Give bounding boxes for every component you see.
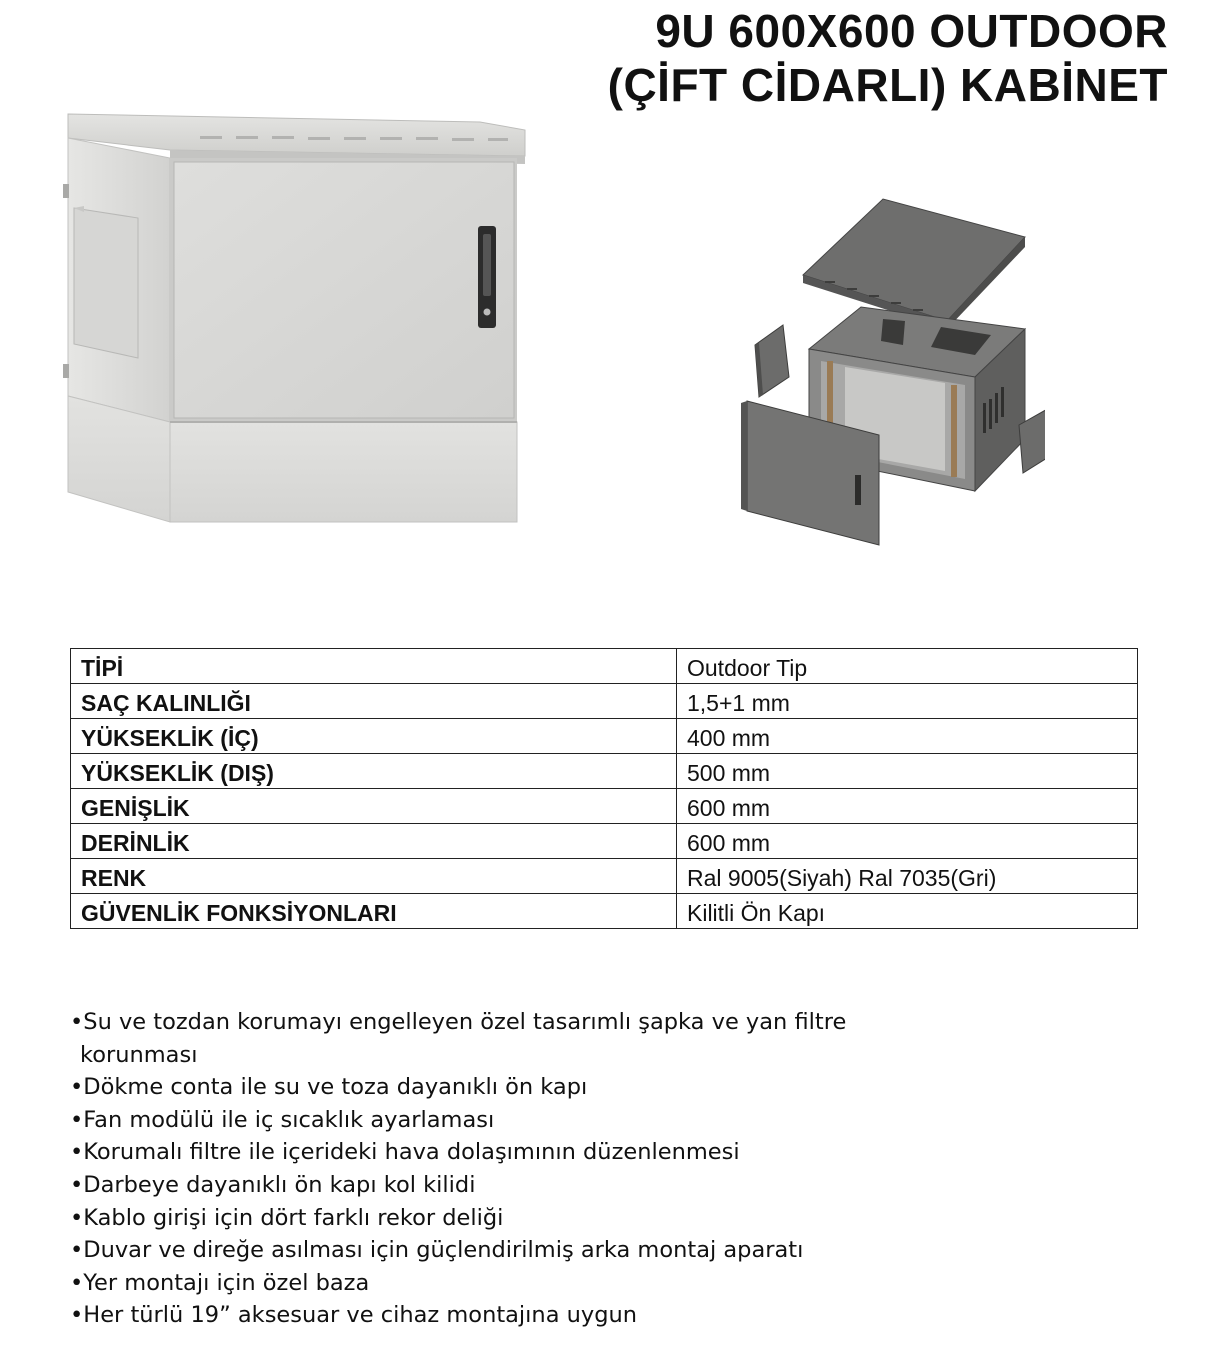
table-row: [71, 789, 1138, 824]
spec-value: Kilitli Ön Kapı: [677, 894, 1138, 929]
list-item: • Duvar ve direğe asılması için güçlendirilmiş arka montaj aparatı: [70, 1234, 870, 1267]
spec-label: YÜKSEKLİK (İÇ): [71, 719, 677, 754]
cabinet-photo: [60, 100, 530, 530]
list-item: • Yer montajı için özel baza: [70, 1267, 870, 1300]
table-row: [71, 649, 1138, 684]
spec-value: Outdoor Tip: [677, 649, 1138, 684]
list-item: • Korumalı filtre ile içerideki hava dolaşımının düzenlenmesi: [70, 1136, 870, 1169]
spec-value: Ral 9005(Siyah) Ral 7035(Gri): [677, 859, 1138, 894]
title-line-2: (ÇİFT CİDARLI) KABİNET: [607, 59, 1168, 111]
table-row: [71, 754, 1138, 789]
list-item: • Su ve tozdan korumayı engelleyen özel tasarımlı şapka ve yan filtre korunması: [70, 1006, 870, 1071]
exploded-view: [735, 195, 1045, 555]
table-row: [71, 719, 1138, 754]
table-row: [71, 684, 1138, 719]
spec-label: RENK: [71, 859, 677, 894]
spec-label: GENİŞLİK: [71, 789, 677, 824]
table-row: [71, 824, 1138, 859]
page-title: [468, 4, 1168, 112]
list-item: • Her türlü 19” aksesuar ve cihaz montajına uygun: [70, 1299, 870, 1332]
list-item: • Dökme conta ile su ve toza dayanıklı ön kapı: [70, 1071, 870, 1104]
list-item: • Kablo girişi için dört farklı rekor deliği: [70, 1202, 870, 1235]
spec-label: YÜKSEKLİK (DIŞ): [71, 754, 677, 789]
list-item: • Fan modülü ile iç sıcaklık ayarlaması: [70, 1104, 870, 1137]
list-item: • Darbeye dayanıklı ön kapı kol kilidi: [70, 1169, 870, 1202]
spec-value: 600 mm: [677, 824, 1138, 859]
spec-value: 500 mm: [677, 754, 1138, 789]
spec-label: GÜVENLİK FONKSİYONLARI: [71, 894, 677, 929]
spec-value: 600 mm: [677, 789, 1138, 824]
title-line-1: 9U 600X600 OUTDOOR: [655, 5, 1168, 57]
spec-label: SAÇ KALINLIĞI: [71, 684, 677, 719]
table-row: [71, 894, 1138, 929]
table-row: [71, 859, 1138, 894]
spec-value: 400 mm: [677, 719, 1138, 754]
spec-label: DERİNLİK: [71, 824, 677, 859]
spec-label: TİPİ: [71, 649, 677, 684]
spec-value: 1,5+1 mm: [677, 684, 1138, 719]
specs-table: [70, 648, 1138, 929]
feature-list: [70, 1006, 870, 1332]
